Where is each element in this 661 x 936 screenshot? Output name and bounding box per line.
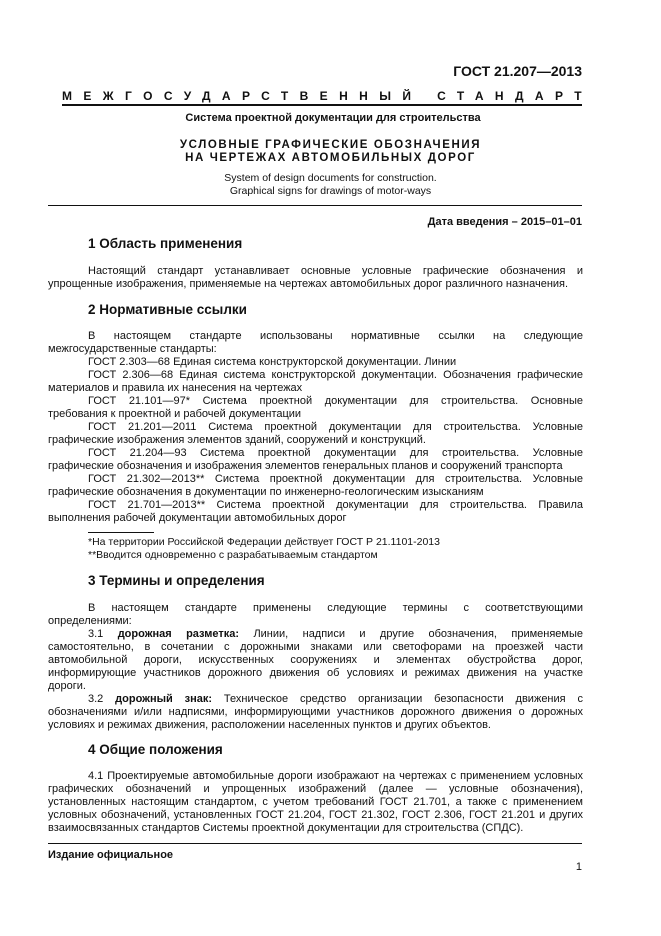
text-line: межгосударственные стандарты:	[48, 343, 217, 355]
text-line: В настоящем стандарте использованы нормативные ссылки на следующие	[88, 330, 583, 342]
official-edition-label: Издание официальное	[48, 849, 174, 861]
text-line: Настоящий стандарт устанавливает основные условные графические обозначения и	[88, 265, 583, 277]
text-line: ГОСТ 21.701—2013** Система проектной документации для строительства. Правила	[88, 499, 583, 511]
section-4-text	[48, 770, 583, 835]
text-line: обозначениями и/или надписями, информирующими участников дорожного движения о дорожных	[48, 706, 583, 718]
text-line: установленных настоящим стандартом, с учетом требований ГОСТ 21.701, а также с применением	[48, 796, 583, 808]
term-2-number: 3.2	[88, 693, 104, 705]
term-2-text: Техническое средство организации безопасности движения с	[223, 693, 583, 705]
interstate-standard-label: МЕЖГОСУДАРСТВЕННЫЙ СТАНДАРТ	[62, 89, 593, 103]
section-2-text	[48, 330, 583, 525]
text-line: В настоящем стандарте применены следующие термины с соответствующими	[88, 602, 583, 614]
text-line: ГОСТ 21.204—93 Система проектной документации для строительства. Условные	[88, 447, 583, 459]
term-1-name: дорожная разметка:	[117, 628, 240, 640]
text-line: информирующие участников дорожного движения об условиях и режимах движения на участке	[48, 667, 583, 679]
text-line: ГОСТ 21.201—2011 Система проектной документации для строительства. Условные	[88, 421, 583, 433]
text-line: ГОСТ 21.101—97* Система проектной документации для строительства. Основные	[88, 395, 583, 407]
term-1-first-line	[48, 628, 583, 641]
introduction-date: Дата введения – 2015–01–01	[427, 216, 582, 228]
term-1-number: 3.1	[88, 628, 104, 640]
text-line: графических обозначений и упрощенных изображений (далее — условные обозначения),	[48, 783, 583, 795]
term-2-name: дорожный знак:	[115, 693, 213, 705]
section-3-text	[48, 602, 583, 732]
text-line: ГОСТ 2.303—68 Единая система конструкторской документации. Линии	[88, 356, 457, 368]
english-title-line-2: Graphical signs for drawings of motor-ways	[229, 185, 432, 197]
footer-rule	[48, 843, 582, 844]
term-2-first-line	[48, 693, 583, 706]
text-line: определениями:	[48, 615, 132, 627]
section-3-heading: 3 Термины и определения	[88, 573, 265, 588]
footnote-1: *На территории Российской Федерации действует ГОСТ Р 21.1101-2013	[88, 536, 440, 548]
text-line: самостоятельно, в сочетании с дорожными знаками или светофорами на проезжей части	[48, 641, 583, 653]
title-line-2: НА ЧЕРТЕЖАХ АВТОМОБИЛЬНЫХ ДОРОГ	[185, 152, 476, 164]
section-1-text	[48, 265, 583, 291]
system-name: Система проектной документации для строительства	[185, 112, 481, 124]
gost-number: ГОСТ 21.207—2013	[453, 63, 582, 79]
section-1-heading: 1 Область применения	[88, 236, 243, 251]
text-line: ГОСТ 21.302—2013** Система проектной документации для строительства. Условные	[88, 473, 583, 485]
footnote-2: **Вводится одновременно с разрабатываемым стандартом	[88, 549, 378, 561]
text-line: графические изображения элементов зданий, сооружений и конструкций.	[48, 434, 426, 446]
text-line: условиях и режимах движения, расположении населенных пунктов и других объектов.	[48, 719, 491, 731]
text-line: выполнения рабочей документации автомобильных дорог	[48, 512, 347, 524]
footnote-rule	[88, 532, 154, 533]
text-line: материалов и правила их нанесения на чертежах	[48, 382, 303, 394]
page-number: 1	[575, 861, 582, 873]
section-4-heading: 4 Общие положения	[88, 742, 223, 757]
text-line: условных обозначений, установленных ГОСТ 21.204, ГОСТ 21.302, ГОСТ 2.306, ГОСТ 21.201 и других	[48, 809, 583, 821]
text-line: 4.1 Проектируемые автомобильные дороги изображают на чертежах с применением условных	[88, 770, 583, 782]
term-1-text: Линии, надписи и другие обозначения, применяемые	[253, 628, 584, 640]
text-line: требования к проектной и рабочей документации	[48, 408, 302, 420]
text-line: ГОСТ 2.306—68 Единая система конструкторской документации. Обозначения графические	[88, 369, 583, 381]
text-line: взаимосвязанных стандартов Системы проектной документации для строительства (СПДС).	[48, 822, 524, 834]
section-2-heading: 2 Нормативные ссылки	[88, 302, 247, 317]
english-title-line-1: System of design documents for construction.	[224, 172, 437, 184]
text-line: дороги.	[48, 680, 86, 692]
text-line: упрощенные изображения, применяемые на чертежах автомобильных дорог различного назначения.	[48, 278, 569, 290]
text-line: графические обозначения в документации по инженерно-геологическим изысканиям	[48, 486, 484, 498]
title-rule	[48, 205, 582, 206]
header-rule	[62, 104, 582, 106]
title-line-1: УСЛОВНЫЕ ГРАФИЧЕСКИЕ ОБОЗНАЧЕНИЯ	[179, 139, 482, 151]
text-line: графические обозначения и изображения элементов генеральных планов и сооружений транспорта	[48, 460, 563, 472]
text-line: автомобильной дороги, искусственных сооружениях и элементах обустройства дорог,	[48, 654, 583, 666]
